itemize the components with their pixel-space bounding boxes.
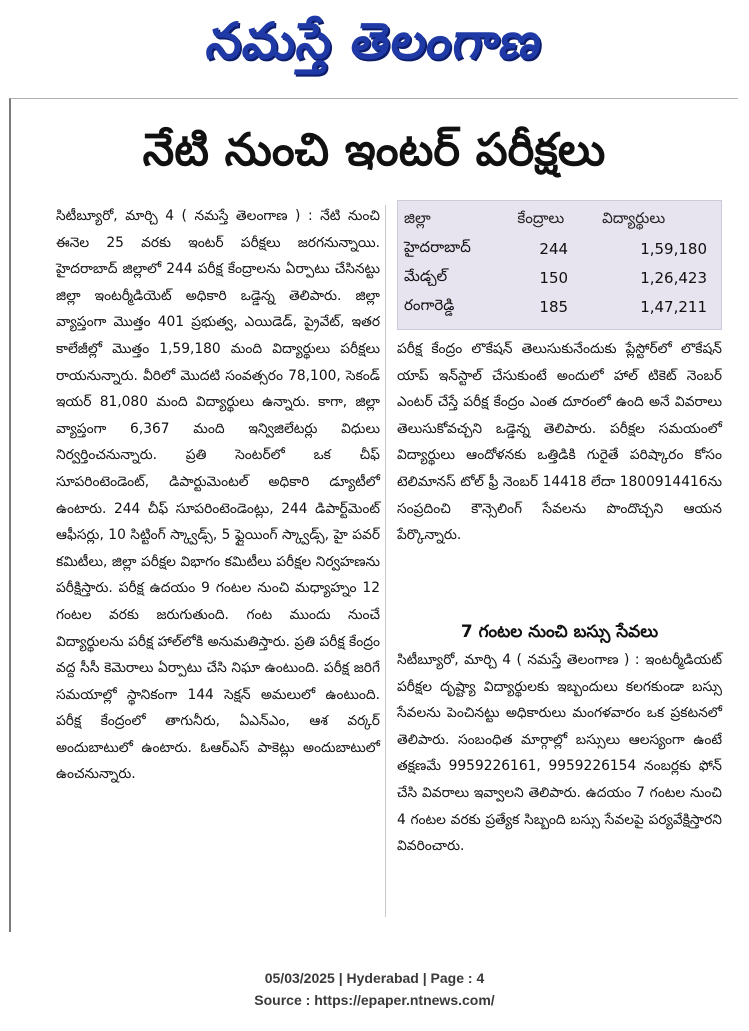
stats-cell-district: రంగారెడ్డి — [404, 295, 455, 314]
footer — [0, 967, 749, 1011]
stats-cell-district: మేడ్చల్ — [404, 266, 448, 285]
stats-header-district: జిల్లా — [404, 208, 431, 227]
right-column-second-story — [397, 647, 722, 860]
left-column — [56, 203, 380, 788]
article-subhead: 7 గంటల నుంచి బస్సు సేవలు — [460, 622, 659, 642]
column-divider — [385, 205, 386, 917]
stats-table — [398, 205, 721, 321]
stats-cell-district: హైదరాబాద్ — [404, 237, 471, 256]
stats-header-row — [398, 205, 721, 234]
footer-date-edition: 05/03/2025 | Hyderabad | Page : 4 — [264, 970, 485, 986]
masthead — [0, 4, 749, 84]
left-column-text: సిటీబ్యూరో, మార్చి 4 ( నమస్తే తెలంగాణ ) : నేటి నుంచి ఈనెల 25 వరకు ఇంటర్ పరీక్షలు జరగనున్నాయి. హైదరాబాద్ జిల్లాలో 244 పరీక్ష కేంద్రాలను ఏర్పాటు చేసినట్టు జిల్లా ఇంటర్మీడియెట్ అధికారి ఒడ్డెన్న తెలిపారు. జిల్లా వ్యాప్తంగా మొత్తం 401 ప్రభుత్వ, ఎయిడెడ్, ప్రైవేట్, ఇతర కాలేజీల్లో మొత్తం 1,59,180 మంది విద్యార్థులు పరీక్షలు రాయనున్నారు. వీరిలో మొదటి సంవత్సరం 78,100, సెకండ్ ఇయర్ 81,080 మంది విద్యార్థులు ఉన్నారు. కాగా, జిల్లా వ్యాప్తంగా 6,367 మంది ఇన్విజిలేటర్లు విధులు నిర్వర్తించనున్నారు. ప్రతి సెంటర్‌లో ఒక చీఫ్ సూపరింటెండెంట్, డిపార్టుమెంటల్ అధికారి డ్యూటీలో ఉంటారు. 244 చీఫ్ సూపరింటెండెంట్లు, 244 డిపార్ట్‌మెంట్ ఆఫీసర్లు, 10 సిట్టింగ్ స్క్వాడ్స్, 5 ఫ్లైయింగ్ స్క్వాడ్స్, హై పవర్ కమిటీలు, జిల్లా పరీక్షల విభాగం కమిటీలు పరీక్షల నిర్వహణను పరీక్షిస్తారు. పరీక్ష ఉదయం 9 గంటల నుంచి మధ్యాహ్నం 12 గంటల వరకు జరుగుతుంది. గంట ముందు నుంచే విద్యార్థులను పరీక్ష హాల్‌లోకి అనుమతిస్తారు. ప్రతి పరీక్ష కేంద్రం వద్ద సీసీ కెమెరాలు ఏర్పాటు చేసి నిఘా ఉంటుంది. పరీక్ష జరిగే సమయాల్లో స్థానికంగా 144 సెక్షన్ అమలులో ఉంటుంది. పరీక్ష కేంద్రంలో తాగునీరు, ఏఎన్‌ఎం, ఆశ వర్కర్ అందుబాటులో ఉంటారు. ఓఆర్ఎస్ పాకెట్లు అందుబాటులో ఉంచనున్నారు. — [56, 208, 380, 783]
stats-cell-students: 1,26,423 — [640, 268, 707, 287]
right-column-text: పరీక్ష కేంద్రం లొకేషన్ తెలుసుకునేందుకు ప్లేస్టోర్‌లో లొకేషన్ యాప్ ఇన్‌స్టాల్ చేసుకుంటే అందులో హాల్ టికెట్ నెంబర్ ఎంటర్ చేస్తే పరీక్ష కేంద్రం ఎంత దూరంలో ఉంది అనే వివరాలు తెలుసుకోవచ్చని ఒడ్డెన్న తెలిపారు. పరీక్షల సమయంలో విద్యార్థులు ఆందోళనకు ఒత్తిడికి గురైతే పరిష్కారం కోసం టెలిమానస్ టోల్ ఫ్రీ నెంబర్ 14418 లేదా 1800914416ను సంప్రదించి కౌన్సెలింగ్ సేవలను పొందొచ్చని ఆయన పేర్కొన్నారు. — [397, 341, 722, 544]
stats-row — [398, 263, 721, 292]
stats-cell-centers: 185 — [539, 297, 569, 316]
right-column — [397, 336, 722, 549]
article-headline: నేటి నుంచి ఇంటర్ పరీక్షలు — [142, 123, 606, 176]
stats-row — [398, 234, 721, 263]
stats-header-students: విద్యార్థులు — [602, 208, 666, 227]
right-column2-text: సిటీబ్యూరో, మార్చి 4 ( నమస్తే తెలంగాణ ) : ఇంటర్మీడియట్ పరీక్షల దృష్ట్యా విద్యార్థులకు ఇబ్బందులు కలగకుండా బస్సు సేవలను పెంచినట్టు అధికారులు మంగళవారం ఒక ప్రకటనలో తెలిపారు. సంబంధిత మార్గాల్లో బస్సులు ఆలస్యంగా ఉంటే తక్షణమే 9959226161, 9959226154 నంబర్లకు ఫోన్ చేసి వివరాలు ఇవ్వాలని తెలిపారు. ఉదయం 7 గంటల నుంచి 4 గంటల వరకు ప్రత్యేక సిబ్బంది బస్సు సేవలపై పర్యవేక్షిస్తారని వివరించారు. — [397, 652, 722, 855]
footer-source: Source : https://epaper.ntnews.com/ — [254, 992, 495, 1008]
stats-row — [398, 292, 721, 321]
newspaper-logo: నమస్తే తెలంగాణ — [202, 12, 547, 70]
stats-cell-students: 1,47,211 — [640, 297, 707, 316]
stats-cell-centers: 244 — [539, 239, 569, 258]
stats-cell-centers: 150 — [539, 268, 569, 287]
stats-header-centers: కేంద్రాలు — [517, 208, 565, 227]
stats-cell-students: 1,59,180 — [640, 239, 707, 258]
stats-box — [397, 200, 722, 330]
